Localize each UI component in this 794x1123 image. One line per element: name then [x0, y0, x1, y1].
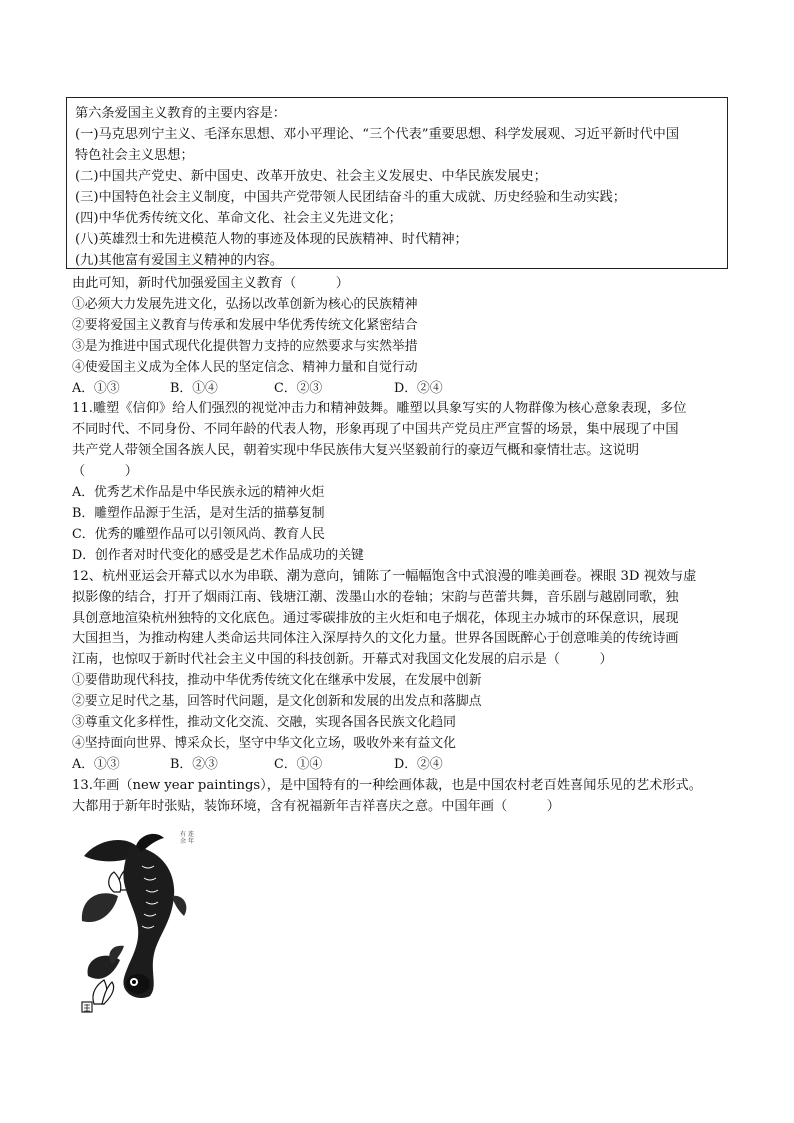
box-line: (八)英雄烈士和先进模范人物的事迹及体现的民族精神、时代精神；: [75, 232, 468, 247]
q12-stem-line: 12、杭州亚运会开幕式以水为串联、潮为意向，铺陈了一幅幅饱含中式浪漫的唯美画卷。裸眼 3D 视效与虚: [72, 568, 697, 584]
q13-stem-line: 大都用于新年时张贴，装饰环境，含有祝福新年吉祥喜庆之意。中国年画（ ）: [72, 798, 560, 814]
q12-choice-a: A．①③: [72, 756, 120, 772]
q11-option-b: B．雕塑作品源于生活，是对生活的描摹复制: [72, 505, 325, 521]
q11-option-d: D．创作者对时代变化的感受是艺术作品成功的关键: [72, 547, 364, 563]
q12-stem-line: 拟影像的结合，打开了烟雨江南、钱塘江潮、泼墨山水的卷轴；宋韵与芭蕾共舞，音乐剧与越剧同歌，独: [72, 589, 679, 605]
q12-item: ②要立足时代之基，回答时代问题，是文化创新和发展的出发点和落脚点: [72, 694, 482, 710]
q10-item: ③是为推进中国式现代化提供智力支持的应然要求与实然举措: [72, 338, 418, 354]
q10-item: ④使爱国主义成为全体人民的坚定信念、精神力量和自觉行动: [72, 359, 418, 375]
q10-stem: 由此可知，新时代加强爱国主义教育（ ）: [72, 276, 349, 291]
box-line: (三)中国特色社会主义制度，中国共产党带领人民团结奋斗的重大成就、历史经验和生动实践；: [75, 190, 626, 205]
q10-choices: [72, 379, 732, 400]
q10-choice-a: A．①③: [72, 380, 120, 396]
q11-stem-line: 11.雕塑《信仰》给人们强烈的视觉冲击力和精神鼓舞。雕塑以具象写实的人物群像为核心意象表现，多位: [72, 401, 687, 417]
q12-choice-c: C．①④: [274, 756, 323, 772]
q10-item: ①必须大力发展先进文化，弘扬以改革创新为核心的民族精神: [72, 296, 418, 312]
q12-stem-line: 具创意地渲染杭州独特的文化底色。通过零碳排放的主火炬和电子烟花，体现主办城市的环保意识，展现: [72, 610, 679, 626]
q10-item: ②要将爱国主义教育与传承和发展中华优秀传统文化紧密结合: [72, 317, 418, 333]
q12-choice-d: D．②④: [394, 756, 443, 772]
q11-stem-line: （ ）: [72, 464, 138, 480]
q12-choices: [72, 755, 732, 776]
q10-choice-c: C．②③: [274, 380, 323, 396]
new-year-painting-koi-lotus: [80, 826, 198, 1014]
q12-item: ①要借助现代科技，推动中华优秀传统文化在继承中发展，在发展中创新: [72, 673, 482, 689]
q12-stem-line: 大国担当，为推动构建人类命运共同体注入深厚持久的文化力量。世界各国既醉心于创意唯美的传统诗画: [72, 631, 679, 647]
q10-choice-d: D．②④: [394, 380, 443, 396]
q10-choice-b: B．①④: [170, 380, 218, 396]
box-line: (四)中华优秀传统文化、革命文化、社会主义先进文化；: [75, 211, 402, 226]
svg-text:余: 余: [180, 838, 187, 845]
q12-item: ③尊重文化多样性，推动文化交流、交融，实现各国各民族文化趋同: [72, 715, 456, 731]
box-line: 特色社会主义思想；: [75, 148, 194, 163]
box-line: (九)其他富有爱国主义精神的内容。: [75, 253, 284, 268]
q12-choice-b: B．②③: [170, 756, 218, 772]
law-excerpt-box: [66, 97, 728, 269]
q11-option-c: C．优秀的雕塑作品可以引领风尚、教育人民: [72, 526, 325, 542]
q12-item: ④坚持面向世界、博采众长，坚守中华文化立场，吸收外来有益文化: [72, 735, 456, 751]
svg-text:有: 有: [180, 831, 187, 838]
box-line: (一)马克思列宁主义、毛泽东思想、邓小平理论、“三个代表”重要思想、科学发展观、习近平新时代中国: [75, 127, 680, 142]
box-line: 第六条爱国主义教育的主要内容是：: [75, 106, 286, 121]
box-line: (二)中国共产党史、新中国史、改革开放史、社会主义发展史、中华民族发展史；: [75, 169, 547, 184]
svg-text:年: 年: [188, 838, 195, 845]
q11-stem-line: 共产党人带领全国各族人民，朝着实现中华民族伟大复兴坚毅前行的豪迈气概和豪情壮志。这说明: [72, 443, 640, 459]
questions: [72, 274, 732, 818]
q11-stem-line: 不同时代、不同身份、不同年龄的代表人物，形象再现了中国共产党员庄严宣誓的场景，集中展现了中国: [72, 422, 679, 438]
q11-option-a: A．优秀艺术作品是中华民族永远的精神火炬: [72, 485, 325, 501]
q12-stem-line: 江南，也惊叹于新时代社会主义中国的科技创新。开幕式对我国文化发展的启示是（ ）: [72, 652, 613, 668]
q13-stem-line: 13.年画（new year paintings），是中国特有的一种绘画体裁，也是中国农村老百姓喜闻乐见的艺术形式。: [72, 777, 702, 793]
svg-text:连: 连: [188, 831, 195, 838]
